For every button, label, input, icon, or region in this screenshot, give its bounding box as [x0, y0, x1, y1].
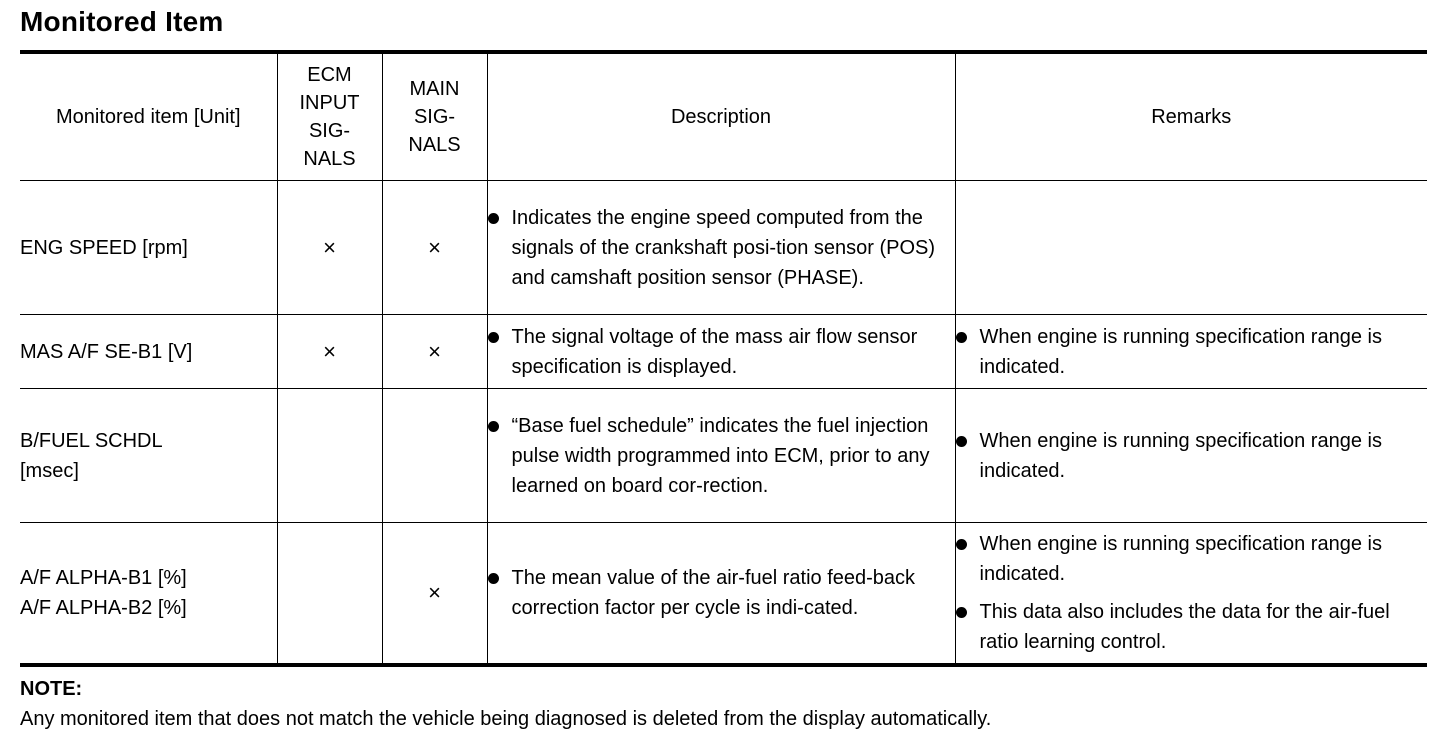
description-bullet: “Base fuel schedule” indicates the fuel injection pulse width programmed into ECM, prior to any learned on board cor-rection.	[488, 411, 955, 501]
remarks-cell	[955, 389, 1427, 523]
description-cell	[487, 389, 955, 523]
remarks-bullet: When engine is running specification range is indicated.	[956, 529, 1428, 589]
header-main-line: SIG-	[413, 106, 456, 128]
header-remarks: Remarks	[955, 52, 1427, 181]
description-cell	[487, 315, 955, 389]
remarks-bullet: When engine is running specification range is indicated.	[956, 426, 1428, 486]
remarks-cell	[955, 315, 1427, 389]
monitored-item-table	[20, 50, 1427, 667]
description-cell	[487, 523, 955, 665]
table-header-row	[20, 52, 1427, 181]
remarks-bullet: When engine is running specification range is indicated.	[956, 322, 1428, 382]
header-main-line: MAIN	[409, 78, 460, 100]
remarks-bullet: This data also includes the data for the air-fuel ratio learning control.	[956, 597, 1428, 657]
ecm-input-signal-mark: ×	[277, 315, 382, 389]
main-signal-mark: ×	[382, 523, 487, 665]
note-title: NOTE:	[20, 678, 83, 700]
remarks-list	[956, 322, 1428, 382]
page-title: Monitored Item	[20, 6, 224, 37]
monitored-item-name: ENG SPEED [rpm]	[20, 236, 188, 259]
note-block	[20, 674, 991, 734]
monitored-item-cell	[20, 523, 277, 665]
remarks-list	[956, 529, 1428, 657]
description-bullet: The mean value of the air-fuel ratio feed-back correction factor per cycle is indi-cated.	[488, 563, 955, 623]
table-row	[20, 389, 1427, 523]
main-signal-mark	[382, 389, 487, 523]
monitored-item-table-container	[20, 50, 1427, 667]
description-list	[488, 322, 955, 382]
ecm-input-signal-mark	[277, 389, 382, 523]
main-signal-mark: ×	[382, 315, 487, 389]
header-main-line: NALS	[408, 134, 461, 156]
description-cell	[487, 181, 955, 315]
monitored-item-name: A/F ALPHA-B1 [%]	[20, 566, 187, 589]
description-list	[488, 563, 955, 623]
monitored-item-name: A/F ALPHA-B2 [%]	[20, 596, 187, 619]
table-row	[20, 315, 1427, 389]
header-main-signals	[382, 52, 487, 181]
header-ecm-line: NALS	[303, 148, 356, 170]
header-ecm-line: SIG-	[308, 120, 351, 142]
main-signal-mark: ×	[382, 181, 487, 315]
header-monitored-item: Monitored item [Unit]	[20, 52, 277, 181]
remarks-cell	[955, 181, 1427, 315]
monitored-item-name: B/FUEL SCHDL	[20, 429, 163, 452]
description-list	[488, 203, 955, 293]
ecm-input-signal-mark	[277, 523, 382, 665]
remarks-cell	[955, 523, 1427, 665]
monitored-item-cell	[20, 181, 277, 315]
monitored-item-cell	[20, 389, 277, 523]
header-description: Description	[487, 52, 955, 181]
remarks-list	[956, 426, 1428, 486]
table-row	[20, 523, 1427, 665]
monitored-item-unit: [msec]	[20, 459, 79, 482]
description-bullet: The signal voltage of the mass air flow sensor specification is displayed.	[488, 322, 955, 382]
header-ecm-input-signals	[277, 52, 382, 181]
description-list	[488, 411, 955, 501]
description-bullet: Indicates the engine speed computed from the signals of the crankshaft posi-tion sensor (POS) and camshaft position sensor (PHASE).	[488, 203, 955, 293]
monitored-item-name: MAS A/F SE-B1 [V]	[20, 340, 193, 363]
header-ecm-line: INPUT	[299, 92, 360, 114]
table-row	[20, 181, 1427, 315]
monitored-item-cell	[20, 315, 277, 389]
header-ecm-line: ECM	[307, 64, 352, 86]
ecm-input-signal-mark: ×	[277, 181, 382, 315]
note-text: Any monitored item that does not match the vehicle being diagnosed is deleted from the display automatically.	[20, 708, 992, 730]
